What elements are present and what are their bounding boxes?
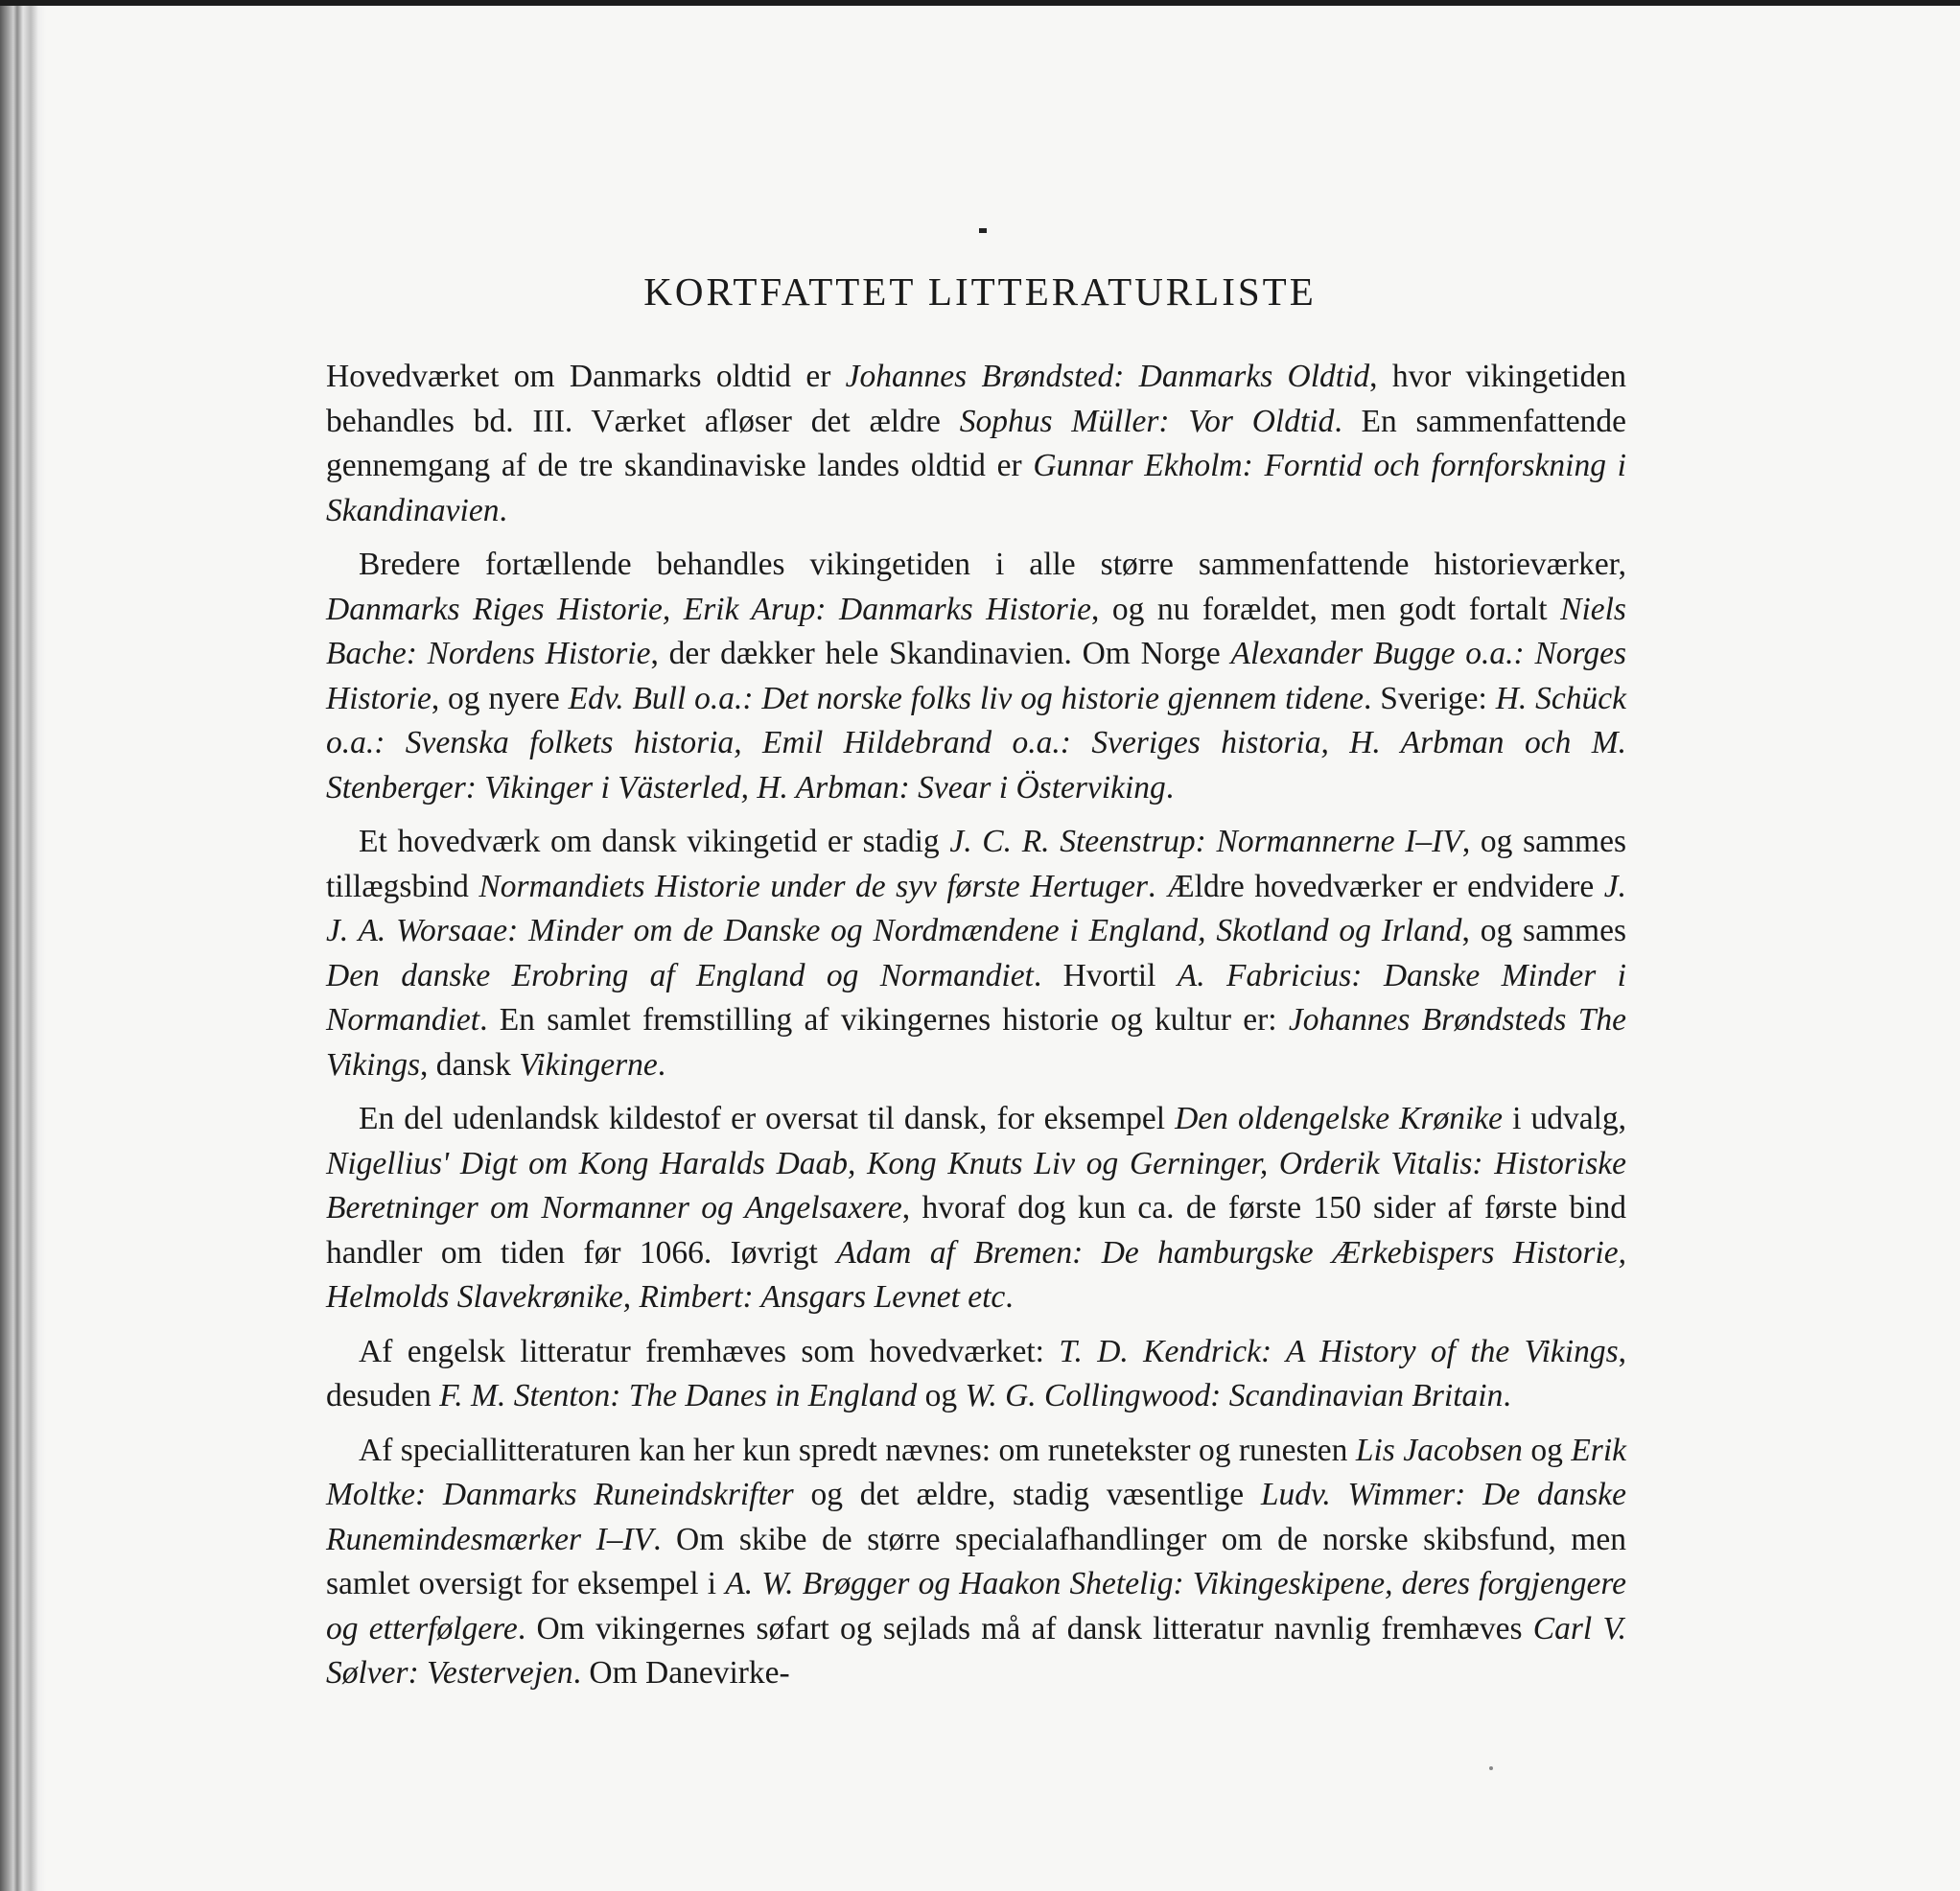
italic-reference: F. M. Stenton: The Danes in England bbox=[439, 1378, 918, 1413]
italic-reference: Den oldengelske Krønike bbox=[1175, 1101, 1504, 1136]
text-run: En del udenlandsk kildestof er oversat til dansk, for eksempel bbox=[359, 1101, 1176, 1136]
text-run: , og sammes tillægsbind bbox=[326, 824, 1626, 904]
text-run: . En samlet fremstilling af vikingernes historie og kultur er: bbox=[479, 1002, 1289, 1038]
paper-speck bbox=[1489, 1766, 1493, 1770]
page-top-edge bbox=[0, 0, 1960, 6]
italic-reference: Gunnar Ekholm: Forntid och fornforskning i Skandinavien bbox=[326, 448, 1626, 528]
italic-reference: Vikingerne bbox=[519, 1046, 658, 1083]
text-run: Bredere fortællende behandles vikingetiden i alle større sammenfattende historieværker, bbox=[359, 547, 1626, 582]
text-run: . Om skibe de større specialafhandlinger om de norske skibsfund, men samlet oversigt for eksempel i bbox=[326, 1521, 1626, 1601]
italic-reference: Adam af Bremen: De hamburgske Ærkebispers Historie, Helmolds Slavekrønike, Rimbert: Ansgars Levnet etc bbox=[326, 1234, 1626, 1315]
paragraph-4 bbox=[326, 1097, 1626, 1320]
text-run: . bbox=[1005, 1279, 1014, 1315]
paragraph-2 bbox=[326, 543, 1626, 810]
paragraph-5 bbox=[326, 1330, 1626, 1419]
paragraph-6 bbox=[326, 1429, 1626, 1696]
italic-reference: Johannes Brøndsted: Danmarks Oldtid bbox=[845, 359, 1370, 394]
page-title: KORTFATTET LITTERATURLISTE bbox=[643, 269, 1317, 314]
text-run: Af speciallitteraturen kan her kun spredt nævnes: om runetekster og runesten bbox=[359, 1432, 1356, 1468]
italic-reference: Normandiets Historie under de syv første Hertuger bbox=[478, 868, 1148, 904]
text-run: . Ældre hovedværker er endvidere bbox=[1148, 868, 1604, 904]
text-run: . Sverige: bbox=[1363, 680, 1496, 716]
italic-reference: J. C. R. Steenstrup: Normannerne I–IV bbox=[949, 824, 1462, 859]
text-run: . Om vikingernes søfart og sejlads må af dansk litteratur navnlig fremhæves bbox=[517, 1610, 1533, 1646]
text-run: i udvalg, bbox=[1503, 1101, 1626, 1136]
italic-reference: A. Fabricius: Danske Minder i Normandiet bbox=[326, 957, 1626, 1038]
text-run: . bbox=[499, 492, 507, 528]
italic-reference: Den danske Erobring af England og Normandiet bbox=[326, 957, 1034, 993]
italic-reference: Erik Moltke: Danmarks Runeindskrifter bbox=[326, 1432, 1626, 1512]
text-run: . Om Danevirke- bbox=[572, 1655, 790, 1691]
text-run: , dansk bbox=[420, 1046, 520, 1083]
paragraph-1 bbox=[326, 355, 1626, 533]
italic-reference: Danmarks Riges Historie, Erik Arup: Danmarks Historie bbox=[326, 591, 1091, 627]
text-run: Af engelsk litteratur fremhæves som hovedværket: bbox=[359, 1333, 1060, 1369]
text-run: , og nyere bbox=[431, 680, 569, 716]
text-run: og det ældre, stadig væsentlige bbox=[793, 1477, 1261, 1512]
italic-reference: T. D. Kendrick: A History of the Vikings bbox=[1059, 1333, 1619, 1369]
italic-reference: Sophus Müller: Vor Oldtid bbox=[959, 403, 1335, 439]
italic-reference: Niels Bache: Nordens Historie bbox=[326, 591, 1626, 671]
italic-reference: A. W. Brøgger og Haakon Shetelig: Vikingeskipene, deres forgjengere og etterfølgere bbox=[326, 1566, 1626, 1646]
italic-reference: H. Schück o.a.: Svenska folkets historia, Emil Hildebrand o.a.: Sveriges historia, H. Arbman och M. Stenberger: Vikinger i Västerled, H. Arbman: Svear i Österviking bbox=[326, 680, 1626, 805]
italic-reference: Carl V. Sølver: Vestervejen bbox=[326, 1610, 1626, 1691]
text-run: , desuden bbox=[326, 1333, 1626, 1413]
italic-reference: Johannes Brøndsteds The Vikings bbox=[326, 1002, 1626, 1083]
italic-reference: Nigellius' Digt om Kong Haralds Daab, Kong Knuts Liv og Gerninger, Orderik Vitalis: Historiske Beretninger om Normanner og Angelsaxere bbox=[326, 1145, 1626, 1226]
text-column bbox=[326, 355, 1626, 1706]
text-run: . bbox=[1503, 1378, 1511, 1413]
text-run: . bbox=[657, 1046, 666, 1083]
italic-reference: J. J. A. Worsaae: Minder om de Danske og Nordmændene i England, Skotland og Irland bbox=[326, 868, 1626, 948]
paragraph-3 bbox=[326, 820, 1626, 1087]
italic-reference: Lis Jacobsen bbox=[1355, 1432, 1523, 1468]
ornament-mark bbox=[979, 228, 987, 233]
text-run: , og sammes bbox=[1461, 913, 1626, 948]
text-run: Et hovedværk om dansk vikingetid er stadig bbox=[359, 824, 950, 859]
text-run: . bbox=[1165, 769, 1175, 805]
text-run: og bbox=[917, 1378, 966, 1413]
italic-reference: W. G. Collingwood: Scandinavian Britain bbox=[965, 1378, 1504, 1413]
text-run: , der dækker hele Skandinavien. Om Norge bbox=[650, 636, 1231, 671]
text-run: og bbox=[1522, 1432, 1572, 1468]
text-run: , hvoraf dog kun ca. de første 150 sider af første bind handler om tiden før 1066. Iøvrigt bbox=[326, 1190, 1626, 1271]
italic-reference: Alexander Bugge o.a.: Norges Historie bbox=[326, 636, 1627, 716]
text-run: Hovedværket om Danmarks oldtid er bbox=[326, 359, 846, 394]
text-run: , og nu forældet, men godt fortalt bbox=[1090, 591, 1561, 627]
text-run: . Hvortil bbox=[1033, 957, 1178, 993]
italic-reference: Edv. Bull o.a.: Det norske folks liv og historie gjennem tidene bbox=[568, 680, 1364, 716]
text-run: , hvor vikingetiden behandles bd. III. Værket afløser det ældre bbox=[326, 359, 1626, 439]
text-run: . En sammenfattende gennemgang af de tre skandinaviske landes oldtid er bbox=[326, 403, 1627, 483]
italic-reference: Ludv. Wimmer: De danske Runemindesmærker I–IV bbox=[326, 1477, 1626, 1557]
